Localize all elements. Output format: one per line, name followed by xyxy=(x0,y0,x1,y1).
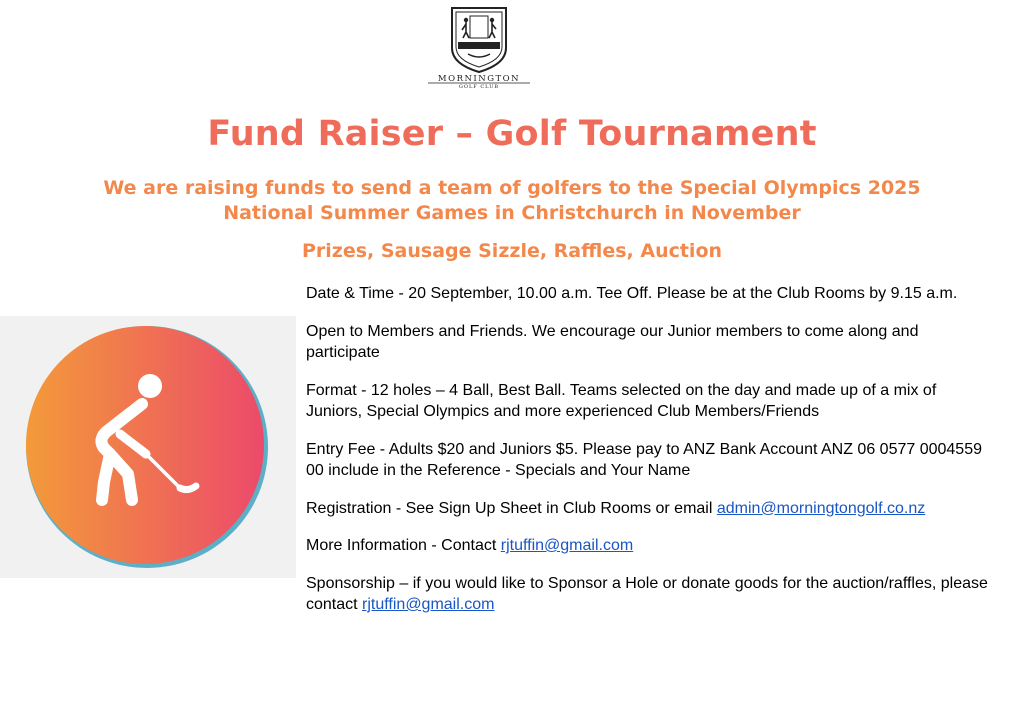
format-item xyxy=(306,380,996,423)
subtitle xyxy=(0,176,1024,226)
open-to-label: Open to Members and Friends. xyxy=(306,322,528,340)
entry-fee-text: Adults $20 and Juniors $5. Please pay to ANZ Bank Account ANZ 06 0577 0004559 00 include in the Reference - Specials and Your Name xyxy=(306,440,982,479)
sponsorship-text: if you would like to Sponsor a Hole or donate goods for the auction/raffles, please contact xyxy=(306,574,988,613)
page-title: Fund Raiser – Golf Tournament xyxy=(207,114,817,154)
svg-text:GOLF CLUB: GOLF CLUB xyxy=(458,84,500,88)
sponsorship-item xyxy=(306,573,996,616)
icon-panel xyxy=(0,316,296,578)
club-logo xyxy=(418,4,540,88)
date-time-label: Date & Time - xyxy=(306,285,404,302)
svg-text:MORNINGTON: MORNINGTON xyxy=(437,74,521,84)
format-text: - 12 holes – 4 Ball, Best Ball. Teams selected on the day and made up of a mix of Juniors, Special Olympics and more experienced Club Members/Friends xyxy=(306,381,937,420)
open-to-text: We encourage our Junior members to come along and participate xyxy=(306,322,919,361)
date-time-item xyxy=(306,283,996,305)
registration-text: - See Sign Up Sheet in Club Rooms or email xyxy=(391,499,717,517)
more-info-item xyxy=(306,535,996,557)
entry-fee-label: Entry Fee - xyxy=(306,440,386,458)
sponsorship-email-link[interactable]: rjtuffin@gmail.com xyxy=(362,596,495,613)
entry-fee-item xyxy=(306,439,996,482)
date-time-text: 20 September, 10.00 a.m. Tee Off. Please be at the Club Rooms by 9.15 a.m. xyxy=(403,285,958,302)
contact-email-link[interactable]: rjtuffin@gmail.com xyxy=(500,537,634,554)
golfer-icon xyxy=(24,322,270,568)
registration-item xyxy=(306,498,996,520)
more-info-text: - Contact xyxy=(426,537,501,554)
sponsorship-label: Sponsorship – xyxy=(306,574,409,592)
more-info-label: More Information xyxy=(306,537,427,554)
format-label: Format xyxy=(306,381,357,399)
event-details xyxy=(306,283,996,632)
registration-label: Registration xyxy=(306,499,392,517)
highlights: Prizes, Sausage Sizzle, Raffles, Auction xyxy=(301,240,723,262)
subtitle-line: National Summer Games in Christchurch in November xyxy=(223,202,801,224)
registration-email-link[interactable]: admin@morningtongolf.co.nz xyxy=(716,499,926,517)
open-to-item xyxy=(306,321,996,364)
subtitle-line: We are raising funds to send a team of golfers to the Special Olympics 2025 xyxy=(103,177,921,199)
